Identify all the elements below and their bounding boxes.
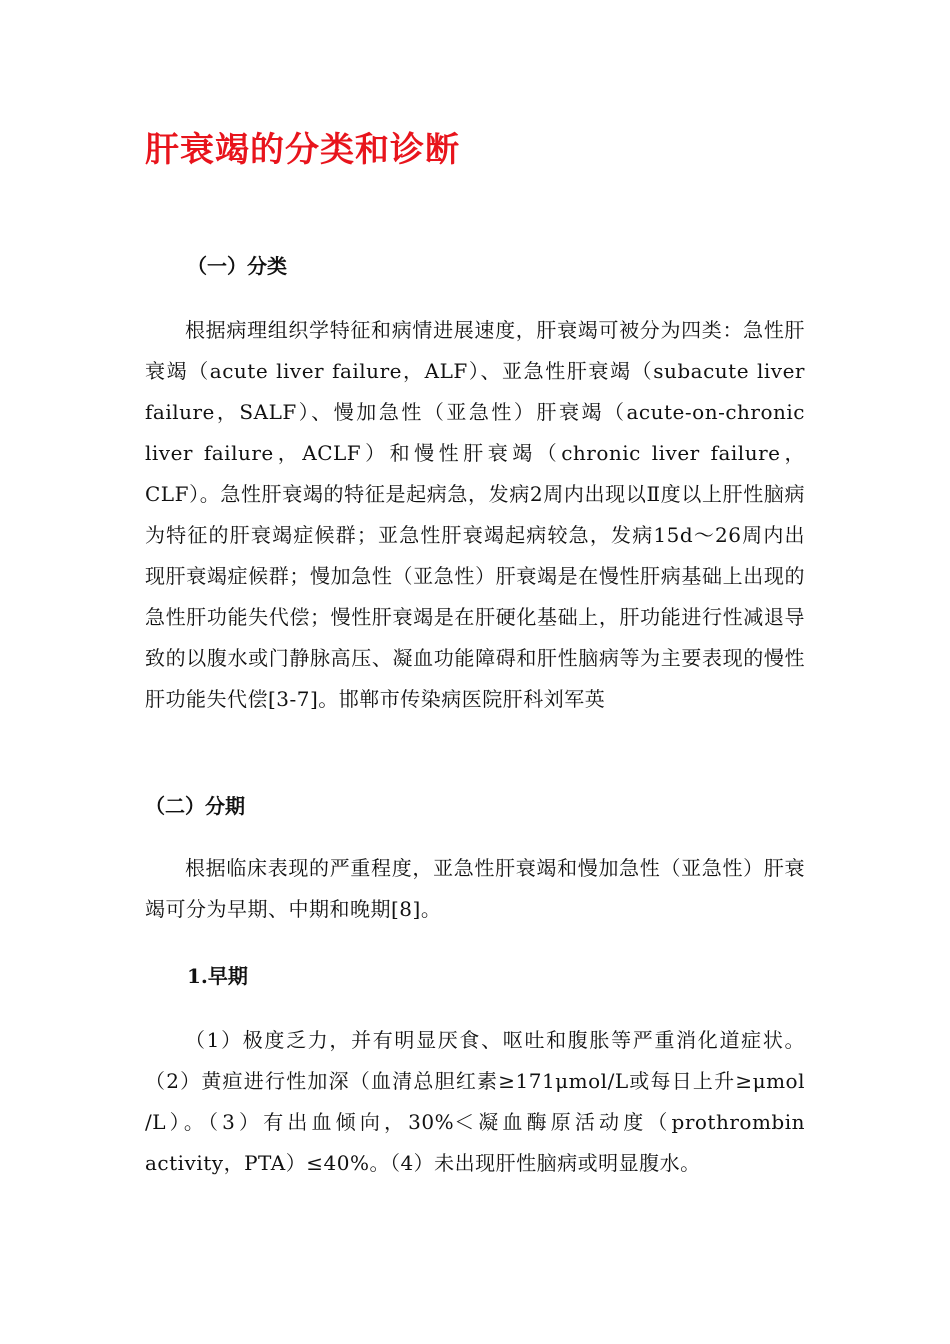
document-title: 肝衰竭的分类和诊断 [145, 130, 460, 170]
paragraph-early-stage: （1）极度乏力，并有明显厌食、呕吐和腹胀等严重消化道症状。（2）黄疸进行性加深（血清总胆红素≥171μmol/L或每日上升≥μmol /L）。（3）有出血倾向，30%＜凝血酶原活动度（prothrombin activity，PTA）≤40%。（4）未出现肝性脑病或明显腹水。 [145, 1028, 805, 1175]
section-heading-staging: （二）分期 [145, 794, 245, 818]
section-heading-classification: （一）分类 [187, 254, 287, 278]
subsection-heading-early-stage: 1.早期 [187, 964, 248, 988]
paragraph-staging: 根据临床表现的严重程度，亚急性肝衰竭和慢加急性（亚急性）肝衰竭可分为早期、中期和晚期[8]。 [145, 856, 805, 921]
paragraph-classification: 根据病理组织学特征和病情进展速度，肝衰竭可被分为四类：急性肝衰竭（acute liver failure，ALF）、亚急性肝衰竭（subacute liver failure，SALF）、慢加急性（亚急性）肝衰竭（acute-on-chronic liver failure，ACLF）和慢性肝衰竭（chronic liver failure，CLF）。急性肝衰竭的特征是起病急，发病2周内出现以Ⅱ度以上肝性脑病为特征的肝衰竭症候群；亚急性肝衰竭起病较急，发病15d～26周内出现肝衰竭症候群；慢加急性（亚急性）肝衰竭是在慢性肝病基础上出现的急性肝功能失代偿；慢性肝衰竭是在肝硬化基础上，肝功能进行性减退导致的以腹水或门静脉高压、凝血功能障碍和肝性脑病等为主要表现的慢性肝功能失代偿[3-7]。邯郸市传染病医院肝科刘军英 [145, 318, 805, 711]
